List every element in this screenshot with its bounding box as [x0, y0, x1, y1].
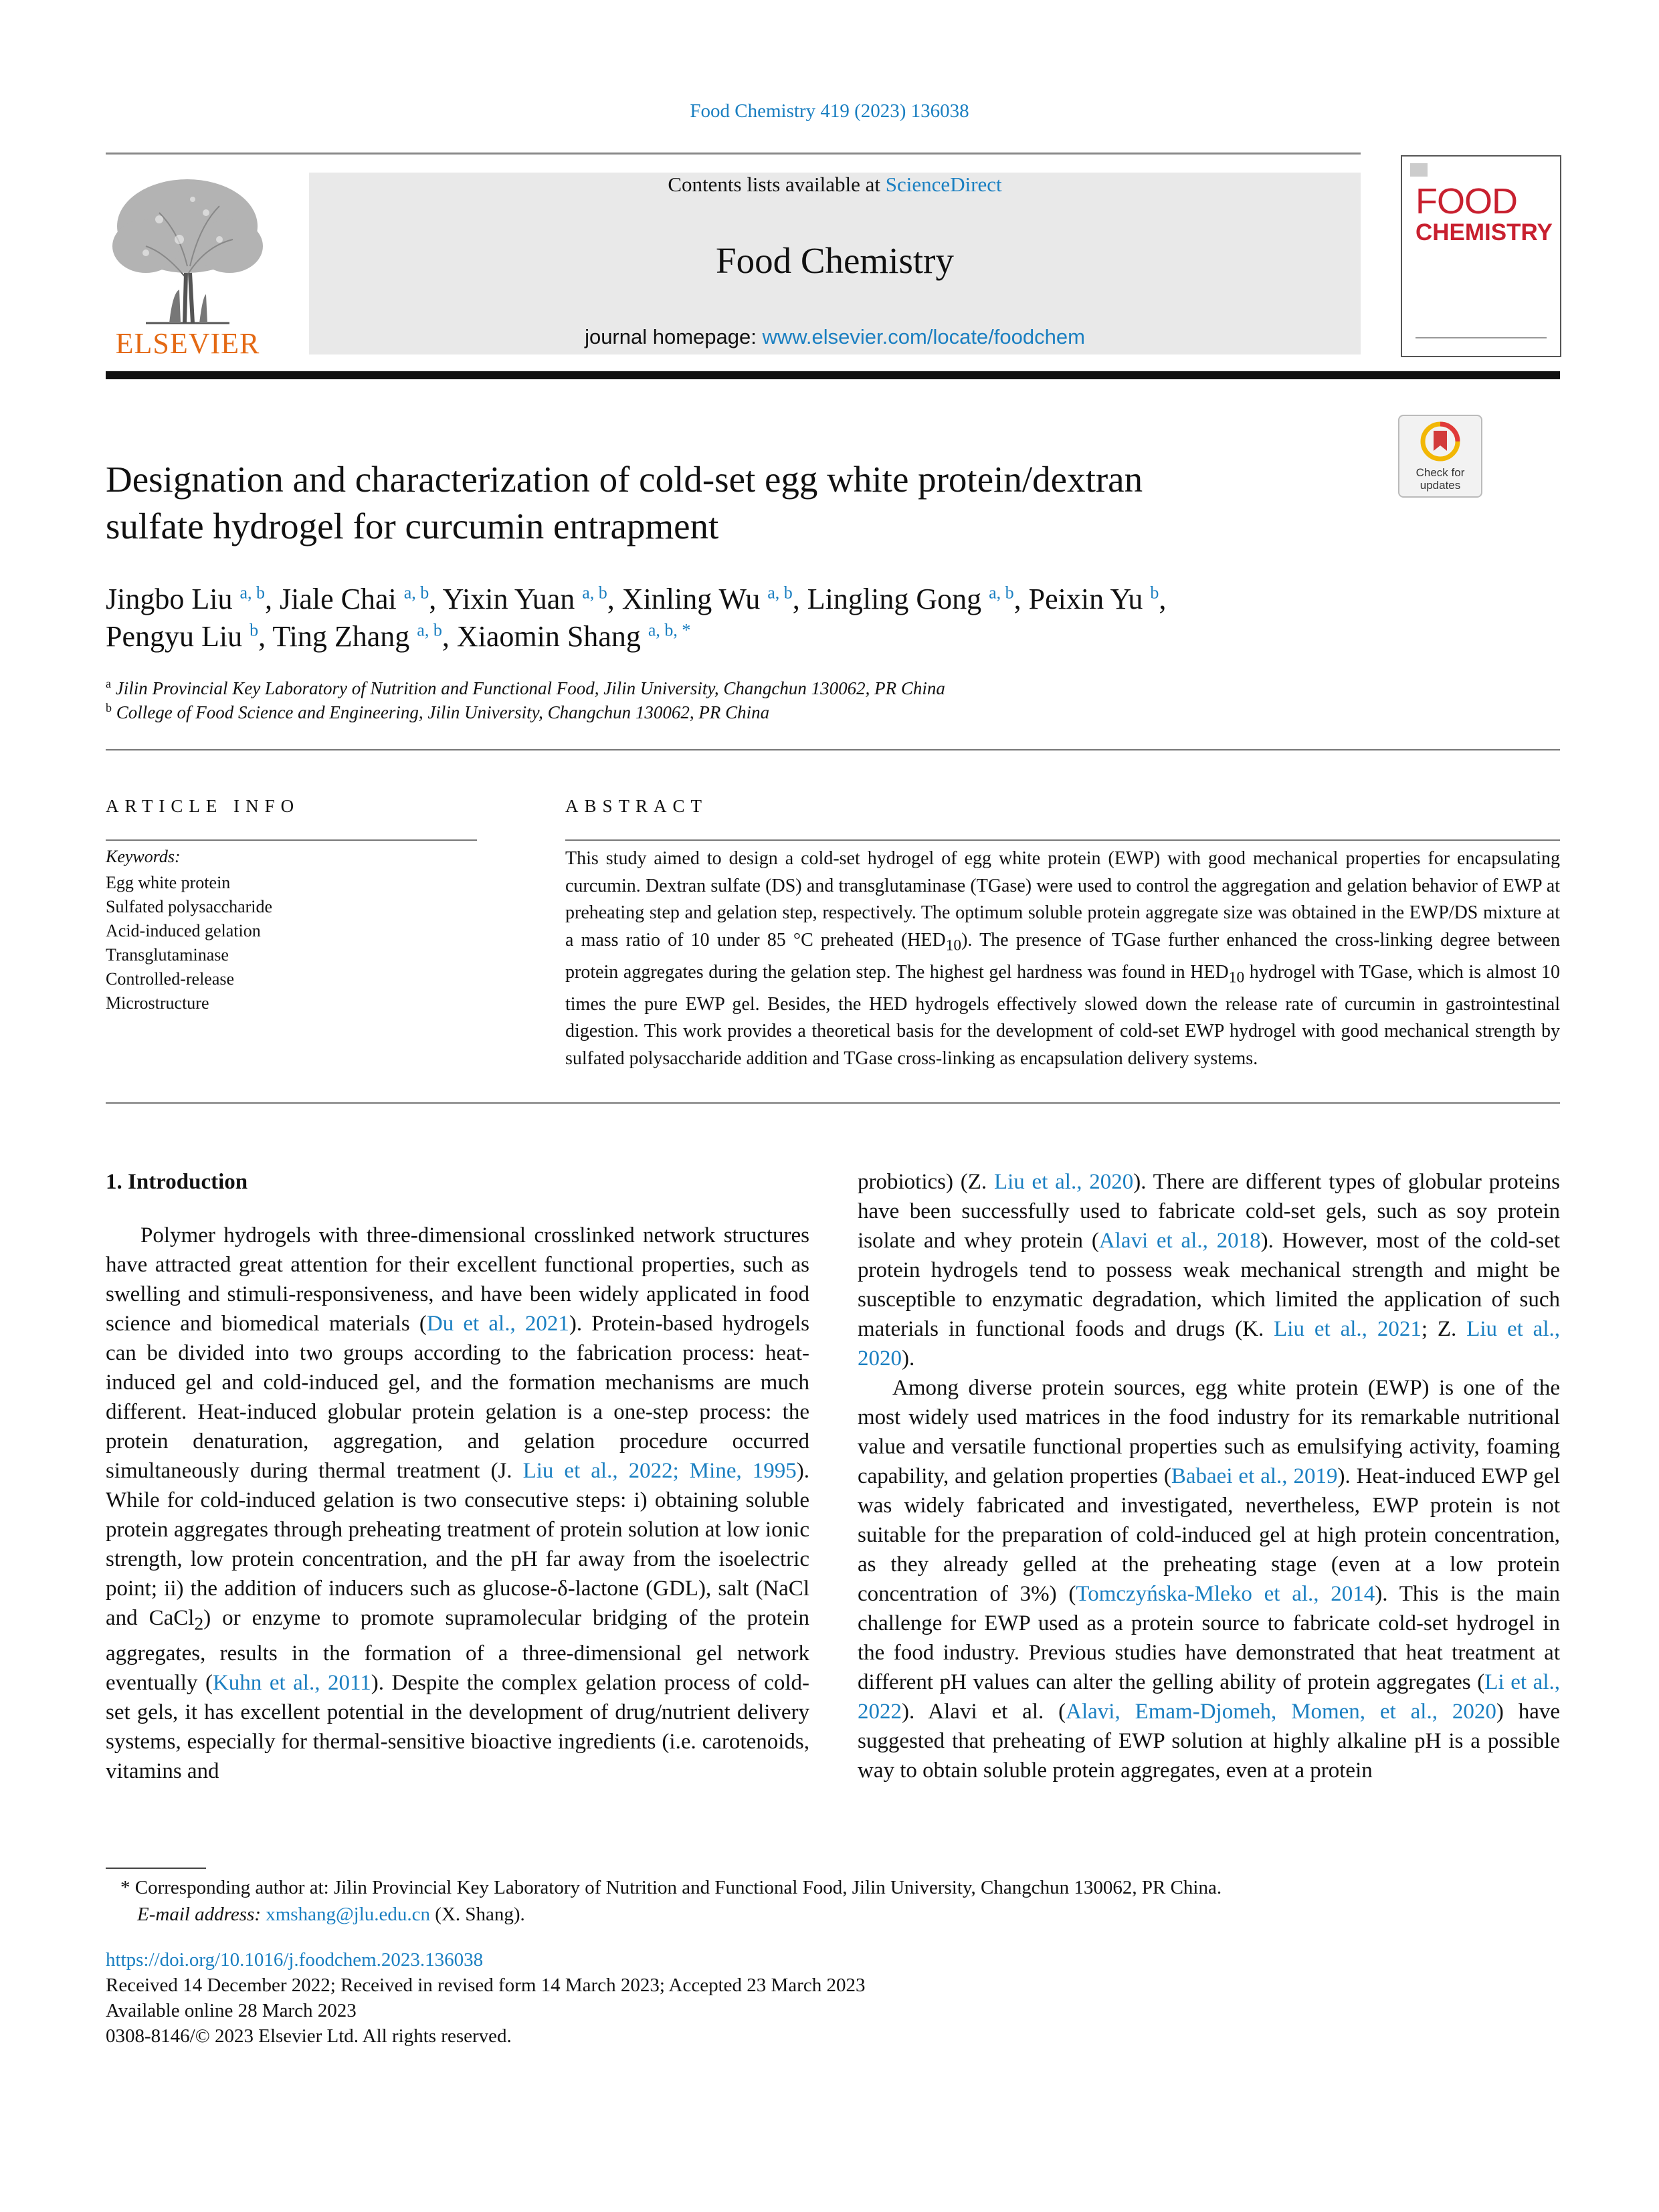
- body-text: ). This is the main challenge for EWP used as a protein source to fabricate cold-set hydrogel in the food industry. Previous studies have demonstrated that heat treatment at different pH values can alter the gelling ability of protein aggregates (: [858, 1582, 1560, 1694]
- author-affiliation[interactable]: a, b: [582, 583, 607, 603]
- sciencedirect-link[interactable]: ScienceDirect: [885, 173, 1002, 196]
- article-info-heading: ARTICLE INFO: [106, 796, 300, 816]
- author-name[interactable]: Xiaomin Shang: [456, 620, 641, 653]
- body-text: ). Heat-induced EWP gel was widely fabricated and investigated, nevertheless, EWP protein is not suitable for the preparation of cold-induced gel at high protein concentration, as they already gelled at the preheating stage (even at a low protein concentration of 3%) (: [858, 1464, 1561, 1606]
- author-affiliation[interactable]: a, b, *: [648, 620, 691, 640]
- affiliation-a: [106, 677, 945, 699]
- doi-link[interactable]: https://doi.org/10.1016/j.foodchem.2023.136038: [106, 1949, 484, 1971]
- citation-link[interactable]: Kuhn et al., 2011: [212, 1670, 371, 1695]
- citation-link[interactable]: Alavi et al., 2018: [1098, 1229, 1261, 1253]
- author-affiliation[interactable]: a, b: [403, 583, 429, 603]
- affiliation-label: b: [106, 701, 112, 714]
- author-name[interactable]: Jiale Chai: [280, 583, 397, 615]
- affiliation-text: Jilin Provincial Key Laboratory of Nutrition and Functional Food, Jilin University, Changchun 130062, PR China: [115, 678, 945, 698]
- copyright-notice: 0308-8146/© 2023 Elsevier Ltd. All rights reserved.: [106, 2025, 512, 2047]
- journal-masthead: [309, 173, 1361, 355]
- author-affiliation[interactable]: a, b: [767, 583, 793, 603]
- author-name[interactable]: Xinling Wu: [621, 583, 761, 615]
- citation-link[interactable]: Alavi, Emam-Djomeh, Momen, et al., 2020: [1066, 1700, 1496, 1724]
- corresponding-author-note: * Corresponding author at: Jilin Provincial Key Laboratory of Nutrition and Functional Food, Jilin University, Changchun 130062, PR China.: [120, 1877, 1222, 1898]
- cover-logo-mark: [1410, 163, 1428, 177]
- journal-cover-thumbnail[interactable]: [1401, 155, 1561, 357]
- keyword-item: Controlled-release: [106, 969, 235, 989]
- article-title: [106, 456, 1363, 550]
- title-line-1: Designation and characterization of cold-set egg white protein/dextran: [106, 459, 1143, 500]
- body-text: ). Alavi et al. (: [902, 1700, 1066, 1724]
- body-text: Among diverse protein sources, egg white protein (EWP) is one of the most widely used matrices in the food industry for its remarkable nutritional value and versatile functional properties such as emulsifying activity, foaming capability, and gelation properties (: [858, 1376, 1560, 1488]
- email-label: E-mail address:: [137, 1904, 266, 1925]
- homepage-line: [309, 325, 1361, 349]
- body-text: ; Z.: [1421, 1317, 1467, 1341]
- author-list: [106, 581, 1537, 656]
- section-heading-introduction: 1. Introduction: [106, 1170, 248, 1194]
- abstract-text: hydrogel with TGase, which is almost 10 times the pure EWP gel. Besides, the HED hydrogels effectively slowed down the release rate of curcumin in gastrointestinal digestion. This work provides a theoretical basis for the development of cold-set EWP hydrogel with good mechanical strength by sulfated polysaccharide addition and TGase cross-linking as encapsulation delivery systems.: [565, 961, 1560, 1069]
- check-for-updates-button[interactable]: [1398, 415, 1482, 498]
- citation-link[interactable]: Du et al., 2021: [426, 1312, 569, 1336]
- author-name[interactable]: Pengyu Liu: [106, 620, 243, 653]
- cover-food-text: FOOD: [1416, 181, 1517, 221]
- author-separator: ,: [1159, 583, 1167, 615]
- subscript: 10: [1228, 969, 1245, 987]
- intro-paragraph-1-cont: [858, 1167, 1560, 1373]
- abstract-body: [565, 845, 1560, 1072]
- email-link[interactable]: xmshang@jlu.edu.cn: [266, 1904, 431, 1925]
- citation-link[interactable]: Liu et al., 2020: [993, 1170, 1134, 1194]
- body-text: probiotics) (Z.: [858, 1170, 994, 1194]
- subscript: 2: [194, 1613, 204, 1634]
- body-text: ) have suggested that preheating of EWP solution at highly alkaline pH is a possible way to obtain soluble protein aggregates, even at a protein: [858, 1700, 1560, 1783]
- body-column-left: [106, 1167, 809, 1786]
- footnote-rule: [106, 1868, 206, 1869]
- keyword-item: Sulfated polysaccharide: [106, 897, 273, 916]
- contents-prefix: Contents lists available at: [668, 173, 886, 196]
- author-name[interactable]: Ting Zhang: [272, 620, 410, 653]
- email-note: [137, 1901, 525, 1928]
- affiliation-text: College of Food Science and Engineering, Jilin University, Changchun 130062, PR China: [116, 702, 770, 722]
- citation-link[interactable]: Liu et al., 2020: [858, 1317, 1560, 1371]
- intro-paragraph-1: [106, 1221, 809, 1786]
- contents-line: [309, 173, 1361, 197]
- author-affiliation[interactable]: b: [250, 620, 259, 640]
- abstract-rule: [565, 839, 1560, 841]
- received-dates: Received 14 December 2022; Received in revised form 14 March 2023; Accepted 23 March 2023: [106, 1975, 866, 1996]
- keyword-item: Egg white protein: [106, 873, 231, 892]
- author-separator: ,: [265, 583, 280, 615]
- homepage-link[interactable]: www.elsevier.com/locate/foodchem: [762, 325, 1085, 348]
- author-affiliation[interactable]: b: [1150, 583, 1159, 603]
- cover-bar: [1416, 337, 1547, 338]
- abstract-text: ). The presence of TGase further enhanced the cross-linking degree between protein aggregates during the gelation step. The highest gel hardness was found in HED: [565, 929, 1561, 983]
- author-affiliation[interactable]: a, b: [239, 583, 265, 603]
- intro-paragraph-2: [858, 1373, 1560, 1785]
- keyword-item: Acid-induced gelation: [106, 921, 261, 940]
- homepage-prefix: journal homepage:: [585, 325, 763, 348]
- body-text: ). Protein-based hydrogels can be divided into two groups according to the fabrication process: heat-induced gel and cold-induced gel, and the formation mechanisms are much different. Heat-induced globular protein gelation is a one-step process: the protein denaturation, aggregation, and gelation procedure occurred simultaneously during thermal treatment (J.: [106, 1312, 810, 1483]
- affiliation-b: [106, 701, 769, 723]
- keywords-list: [106, 871, 272, 1015]
- keyword-item: Microstructure: [106, 993, 209, 1013]
- journal-name: Food Chemistry: [716, 240, 954, 281]
- body-text: ). There are different types of globular proteins have been successfully used to fabricate cold-set gels, such as soy protein isolate and whey protein (: [858, 1170, 1560, 1253]
- affiliation-rule: [106, 749, 1560, 750]
- top-rule: [106, 153, 1361, 155]
- author-name[interactable]: Lingling Gong: [807, 583, 982, 615]
- author-separator: ,: [792, 583, 807, 615]
- author-separator: ,: [429, 583, 443, 615]
- affiliation-label: a: [106, 677, 111, 690]
- citation-link[interactable]: Babaei et al., 2019: [1171, 1464, 1338, 1488]
- check-updates-label: Check for updates: [1416, 466, 1465, 492]
- article-info-rule: [106, 839, 477, 841]
- author-separator: ,: [442, 620, 457, 653]
- body-text: ). While for cold-induced gelation is two consecutive steps: i) obtaining soluble protein aggregates through preheating treatment of protein solution at low ionic strength, low protein concentration, and the pH far away from the isoelectric point; ii) the addition of inducers such as glucose-δ-lactone (GDL), salt (NaCl and CaCl: [106, 1459, 809, 1630]
- header-thick-rule: [106, 371, 1560, 379]
- keywords-label: Keywords:: [106, 847, 181, 866]
- cover-chemistry-text: CHEMISTRY: [1416, 219, 1553, 245]
- available-online: Available online 28 March 2023: [106, 2000, 357, 2021]
- body-text: ) or enzyme to promote supramolecular bridging of the protein aggregates, results in the formation of a three-dimensional gel network eventually (: [106, 1606, 809, 1695]
- citation-link[interactable]: Tomczyńska-Mleko et al., 2014: [1076, 1582, 1375, 1606]
- body-text: ). However, most of the cold-set protein hydrogels tend to possess weak mechanical strength and might be susceptible to enzymatic degradation, which limited the application of such materials in functional foods and drugs (K.: [858, 1229, 1561, 1341]
- title-line-2: sulfate hydrogel for curcumin entrapment: [106, 506, 719, 546]
- email-suffix: (X. Shang).: [430, 1904, 525, 1925]
- keyword-item: Transglutaminase: [106, 945, 229, 965]
- citation-link[interactable]: Liu et al., 2022; Mine, 1995: [522, 1459, 797, 1483]
- author-affiliation[interactable]: a, b: [989, 583, 1014, 603]
- author-separator: ,: [258, 620, 273, 653]
- author-name[interactable]: Jingbo Liu: [106, 583, 233, 615]
- subscript: 10: [945, 936, 962, 954]
- body-column-right: [858, 1167, 1560, 1785]
- author-name[interactable]: Peixin Yu: [1028, 583, 1143, 615]
- author-affiliation[interactable]: a, b: [417, 620, 442, 640]
- journal-reference-link[interactable]: Food Chemistry 419 (2023) 136038: [690, 100, 969, 122]
- body-text: ).: [902, 1346, 915, 1371]
- elsevier-wordmark: ELSEVIER: [115, 327, 260, 360]
- author-separator: ,: [1013, 583, 1029, 615]
- body-text: Polymer hydrogels with three-dimensional crosslinked network structures have attracted great attention for their excellent functional properties, such as swelling and stimuli-responsiveness, and have been widely applicated in food science and biomedical materials (: [106, 1223, 809, 1336]
- citation-link[interactable]: Liu et al., 2021: [1274, 1317, 1422, 1341]
- abstract-text: This study aimed to design a cold-set hydrogel of egg white protein (EWP) with good mechanical properties for encapsulating curcumin. Dextran sulfate (DS) and transglutaminase (TGase) were used to control the aggregation and gelation behavior of EWP at preheating step and gelation step, respectively. The optimum soluble protein aggregate size was obtained in the EWP/DS mixture at a mass ratio of 10 under 85 °C preheated (HED: [565, 848, 1560, 950]
- author-separator: ,: [607, 583, 622, 615]
- abstract-heading: ABSTRACT: [565, 796, 708, 816]
- body-text: ). Despite the complex gelation process of cold-set gels, it has excellent potential in the development of drug/nutrient delivery systems, especially for thermal-sensitive bioactive ingredients (i.e. carotenoids, vitamins and: [106, 1670, 809, 1783]
- author-name[interactable]: Yixin Yuan: [442, 583, 575, 615]
- abstract-bottom-rule: [106, 1102, 1560, 1104]
- bookmark-icon: [1420, 421, 1460, 463]
- citation-link[interactable]: Li et al., 2022: [858, 1670, 1560, 1724]
